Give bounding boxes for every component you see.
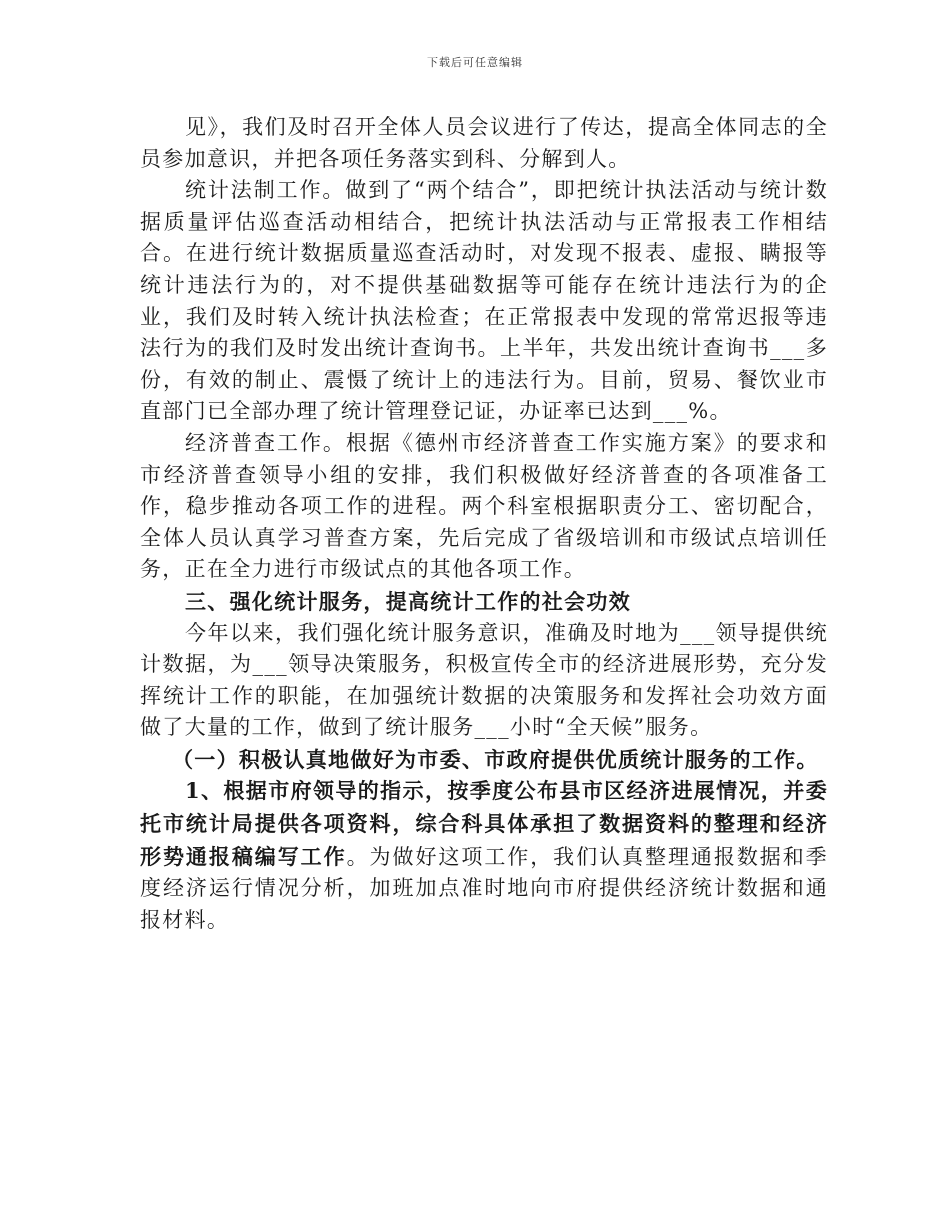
item-1-text: 。为做好这项工作，我们认真整理通报数据和季度经济运行情况分析，加班加点准时地向市府提供经济统计数据和通报材料。 bbox=[140, 844, 828, 932]
paragraph-statistical-service: 今年以来，我们强化统计服务意识，准确及时地为___领导提供统计数据，为___领导决策服务，积极宣传全市的经济进展形势，充分发挥统计工作的职能，在加强统计数据的决策服务和发挥社会功效方面做了大量的工作，做到了统计服务___小时“全天候”服务。 bbox=[140, 620, 828, 740]
subheading-1: （一）积极认真地做好为市委、市政府提供优质统计服务的工作。 bbox=[172, 746, 819, 772]
item-1-bold-text: 1、根据市府领导的指示，按季度公布县市区经济进展情况，并委托市统计局提供各项资料，综合科具体承担了数据资料的整理和经济形势通报稿编写工作 bbox=[140, 778, 828, 869]
document-body bbox=[140, 112, 828, 936]
paragraph-economic-census: 经济普查工作。根据《德州市经济普查工作实施方案》的要求和市经济普查领导小组的安排，我们积极做好经济普查的各项准备工作，稳步推动各项工作的进程。两个科室根据职责分工、密切配合，全体人员认真学习普查方案，先后完成了省级培训和市级试点培训任务，正在全力进行市级试点的其他各项工作。 bbox=[140, 430, 828, 582]
section-heading-3: 三、强化统计服务，提高统计工作的社会功效 bbox=[185, 588, 631, 614]
paragraph-item-1 bbox=[140, 775, 828, 936]
paragraph-statistics-law: 统计法制工作。做到了“两个结合”，即把统计执法活动与统计数据质量评估巡查活动相结合，把统计执法活动与正常报表工作相结合。在进行统计数据质量巡查活动时，对发现不报表、虚报、瞒报等统计违法行为的，对不提供基础数据等可能存在统计违法行为的企业，我们及时转入统计执法检查；在正常报表中发现的常常迟报等违法行为的我们及时发出统计查询书。上半年，共发出统计查询书___多份，有效的制止、震慑了统计上的违法行为。目前，贸易、餐饮业市直部门已全部办理了统计管理登记证，办证率已达到___%。 bbox=[140, 178, 828, 424]
page-header: 下载后可任意编辑 bbox=[427, 56, 523, 69]
paragraph-1: 见》，我们及时召开全体人员会议进行了传达，提高全体同志的全员参加意识，并把各项任务落实到科、分解到人。 bbox=[140, 115, 828, 171]
